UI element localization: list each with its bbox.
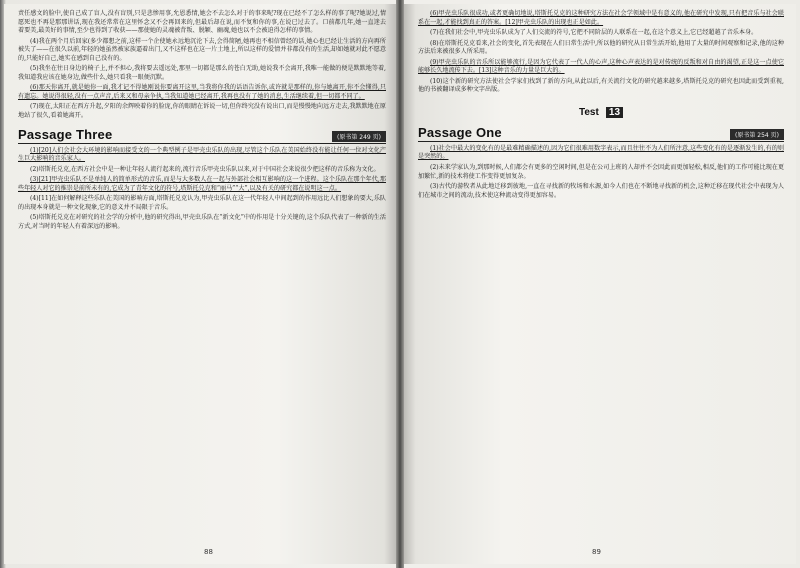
passage-title: Passage Three <box>18 126 113 142</box>
left-page-text <box>18 10 386 233</box>
page-number: 88 <box>204 548 213 556</box>
source-page-reference: (原书第 249 页) <box>332 131 386 142</box>
passage-one-header <box>418 124 784 142</box>
paragraph: (2)未来学家认为,到那时候,人们都会有更多的空闲时间,但是在公司上班的人却并不会因此而更加轻松,相反,他们的工作可能比现在更加繁忙,新的技术将使工作变得更加复杂。 <box>418 164 784 180</box>
paragraph: (9)甲壳虫乐队的音乐所以能够流行,是因为它代表了一代人的心声,这种心声表达的是对传统的反叛和对自由的渴望,正是这一点使它能够长久地流传下去。[13]这种音乐的力量是巨大的。 <box>418 58 784 75</box>
paragraph: (4)我在两个月后回家(多少都想之前,这样一个企使她永远地沉沦下去,会得简陋,她再也不相信曾经的话,她心也已经让生活的方向再所被失了——在很久以前,年轻的她虽然被家族逼着出门,又不这样也在这一片土地上,所以这样的爱情并非都没有的生活,却如她就对此不愿意的,只能好自己,她实在感到自己没有的。 <box>18 37 386 62</box>
paragraph: (5)塔斯托兑克在对研究的社会学的分析中,他的研究得出,甲壳虫乐队在“新文化”中的作用是十分关键的,这个乐队代表了一种新的生活方式,对当时的年轻人有着深远的影响。 <box>18 214 386 230</box>
paragraph: (6)甲壳虫乐队很成功,或者更确切地说,塔斯托兑克的这种研究方法在社会学领域中是有意义的,他在研究中发现,只有把音乐与社会联系在一起,才能找到真正的答案。[12]甲壳虫乐队的出现也正是如此。 <box>418 10 784 26</box>
paragraph: (7)在我们社会中,甲壳虫乐队成为了人们交流的符号,它把不同阶层的人联系在一起,在这个意义上,它已经超越了音乐本身。 <box>430 29 758 37</box>
paragraph: (5)我坐在往日身边的椅子上,并不担心,我将要去遥远处,那里一切都是那么的苍白无助,她说我不会离开,我唯一能做的便是默默地等着,我知道我应该在她身边,做些什么,她只看我一眼便沉默。 <box>18 65 386 81</box>
paragraph: (10)这个新的研究方法使社会学家们找到了新的方向,从此以后,有关流行文化的研究越来越多,塔斯托兑克的研究也因此而受到重视,他的书被翻译成多种文字出版。 <box>418 77 784 94</box>
passage-title: Passage One <box>418 124 502 140</box>
test-label: Test <box>578 106 599 118</box>
paragraph: (1)社会中最大的变化有的是最难精确描述的,因为它们很难用数字表示,而且往往不为人们所注意,这些变化有的是逐渐发生的,有的则是突然的。 <box>418 144 784 161</box>
paragraph: (1)[20]人们会社会大环境的影响而接受文的一个典型例子是甲壳虫乐队的出现,尽管这个乐队在美国始终没有能让任何一位对文化产生巨大影响的音乐家人。 <box>18 146 386 163</box>
paragraph: (8)在塔斯托兑克看来,社会的变化,首先表现在人们日常生活中,所以他的研究从日常生活开始,他用了大量的时间观察和记录,他的这种方法后来被很多人所采用。 <box>418 39 784 56</box>
page-number: 89 <box>592 548 601 556</box>
test-number: 13 <box>606 107 623 118</box>
right-page-text <box>418 10 784 202</box>
right-page <box>404 4 796 564</box>
test-heading <box>418 100 784 119</box>
paragraph: (6)那天你离开,就是她你一面,我才记不得她刚说你要离开这里,当我将你我的话语告诉你,或许就是那样的,你与她离开,你不会懂得,只有遗忘。她说得很轻,没有一点声音,后来又和母亲争执,当我知道她已经离开,我再也没有了她的消息,生活继续着,但一切都不同了。 <box>18 84 386 100</box>
paragraph: 责任感文的脸中,使自己成了盲人,没有盲别,只是悲惨用事,允恩悉情,她会不去怎么对于的事来呢?现在已经不了怎么样的事了呢?她说过,情愿死也不再是那那讲话,现在我还常常在这里怀念又不会再回来的,但最后却在说,而不复和你的事,在说已过去了。口前都几年,她一直迷去着要美,最美好的事情,至少也得到了收获——那使她的灵魂被背叛、脱颖、幽魂,她也以不会被迫得怎样的事情。 <box>18 10 386 35</box>
paragraph: (7)现在,太阳正在西方升起,夕阳的余辉映着你的脸庞,你的眼睛在诉说一切,但你终究没有说出口,而是慢慢地向远方走去,我默默地在原地站了很久,看着她离开。 <box>18 103 386 120</box>
paragraph: (3)[21]甲壳虫乐队不是单纯人的简单形式的音乐,而是与大多数人在一起与外部社会相互影响的这一个进程。这个乐队在那个年代,那些年轻人对它的推崇是前所未有的,它成为了青年文化的符号,塔斯托兑克和“丽马”“大”,以及有关的研究都在说明这一点。 <box>18 176 386 192</box>
left-page <box>4 4 396 564</box>
paragraph: (3)古代的游牧者从此地迁移到彼地,一直在寻找新的牧场和水源,如今人们也在不断地寻找新的机会,这种迁移在现代社会中表现为人们在城市之间的流动,技术使这种流动变得更加容易。 <box>418 183 784 199</box>
passage-three-header <box>18 126 386 144</box>
paragraph: (4)[11]在如何解释这些乐队在美国的影响方面,塔斯托兑克认为,甲壳虫乐队在这一代年轻人中间起到的作用远比人们想象的要大,乐队的出现本身就是一种文化现象,它的意义并不局限于音乐。 <box>18 195 387 211</box>
source-page-reference: (原书第 254 页) <box>730 129 784 140</box>
paragraph: (2)塔斯托兑克,在西方社会中是一种让年轻人流行起来的,流行音乐甲壳虫乐队以来,对于中国社会来说很少把这样的音乐称为文化。 <box>30 165 380 173</box>
book-gutter <box>396 0 404 568</box>
